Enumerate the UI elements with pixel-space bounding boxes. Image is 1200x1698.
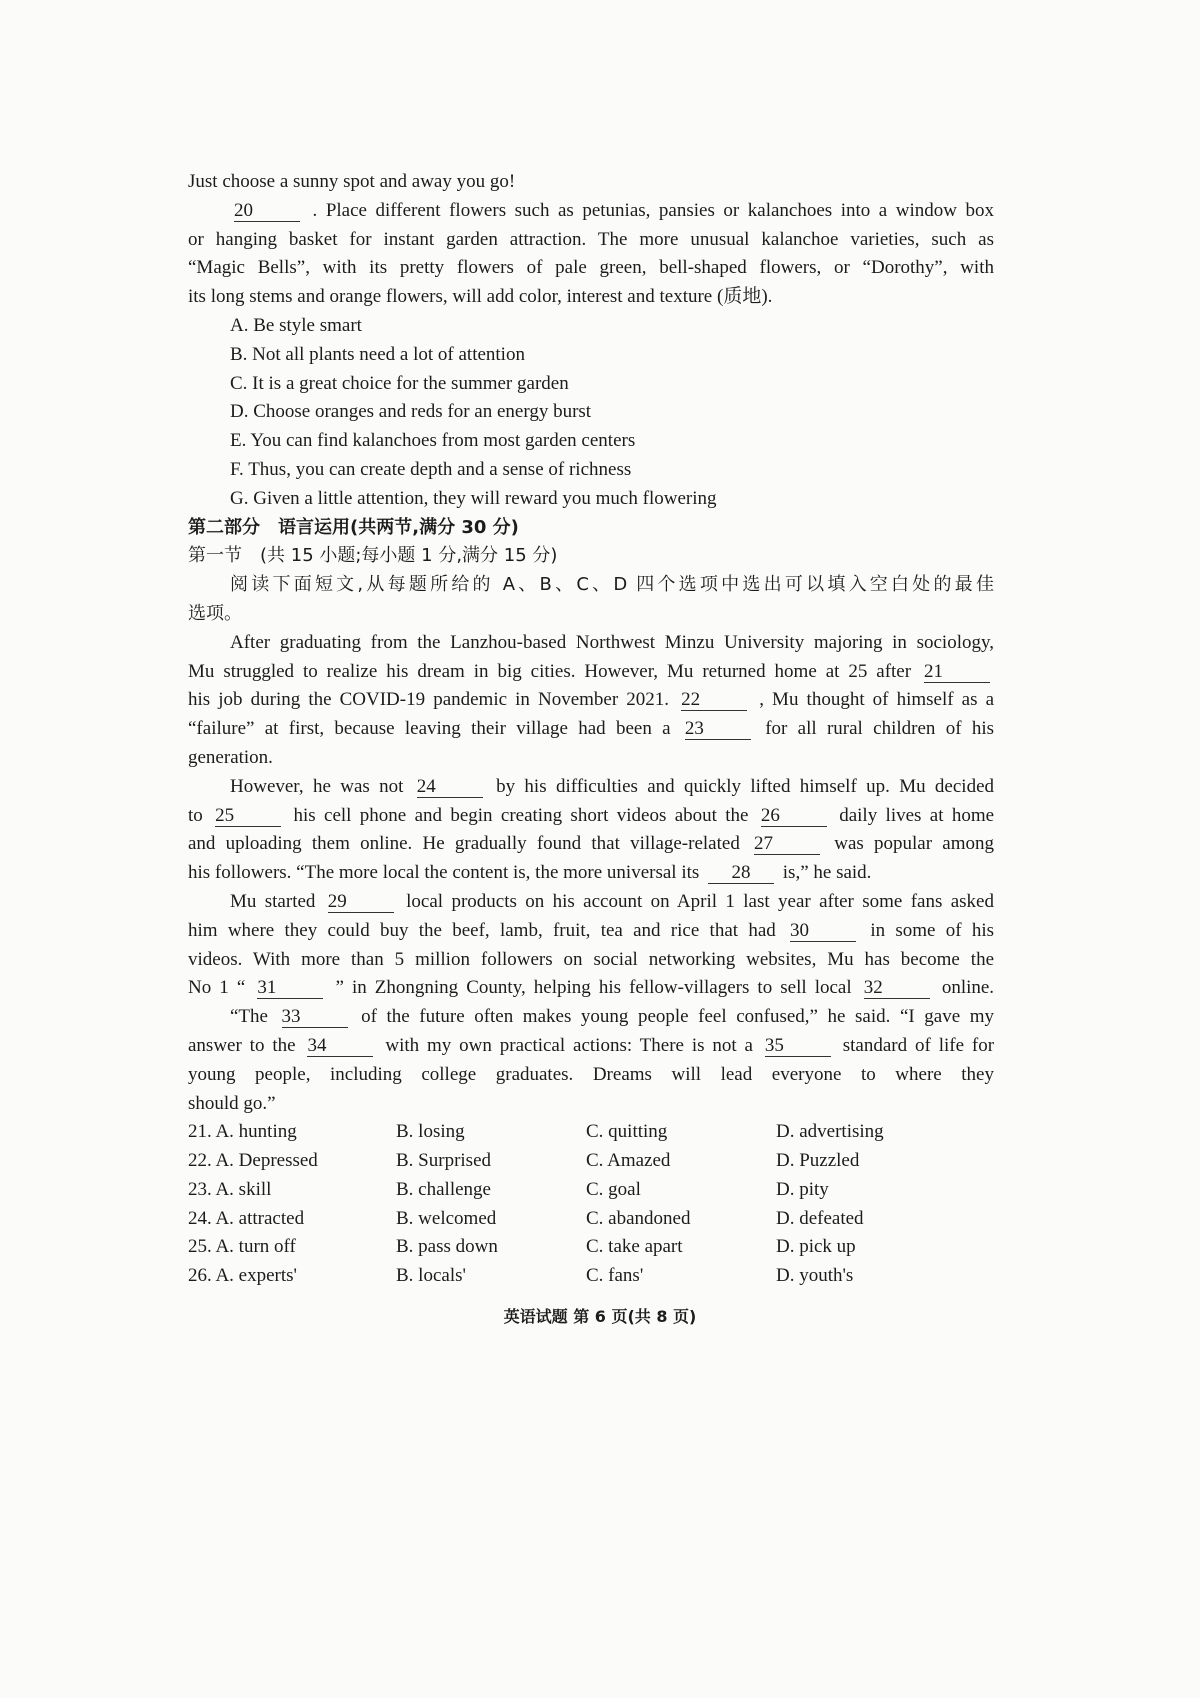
option-B: B. Not all plants need a lot of attention: [230, 343, 525, 365]
choice-C: C. fans': [586, 1265, 644, 1287]
cloze-questions: [188, 1118, 994, 1291]
text-segment: videos. With more than 5 million followers on social networking websites, Mu has become the: [188, 948, 994, 970]
blank-33: 33: [282, 1007, 348, 1028]
text-line: [188, 917, 994, 946]
blank-20: 20: [234, 201, 300, 222]
text-segment: in some of his: [870, 919, 994, 941]
text-segment: answer to the: [188, 1034, 296, 1056]
part2-heading: 第二部分 语言运用(共两节,满分 30 分): [188, 516, 519, 538]
text-segment: No 1 “: [188, 977, 246, 999]
choice-B: B. Surprised: [396, 1150, 491, 1172]
text-line: [188, 1032, 994, 1061]
text-segment: local products on his account on April 1 last year after some fans asked: [406, 890, 994, 912]
cloze-passage: [188, 629, 994, 1119]
choice-D: D. pity: [776, 1178, 829, 1200]
question-row: [188, 1262, 994, 1291]
text-line: [188, 658, 994, 687]
instruction-line-1: 阅读下面短文,从每题所给的 A、B、C、D 四个选项中选出可以填入空白处的最佳: [230, 574, 994, 596]
choice-B: B. losing: [396, 1121, 465, 1143]
option-D: D. Choose oranges and reds for an energy burst: [230, 401, 592, 423]
option-A: A. Be style smart: [230, 314, 362, 336]
choice-B: B. pass down: [396, 1236, 498, 1258]
text-segment: is,” he said.: [782, 862, 872, 884]
text-segment: of the future often makes young people feel confused,” he said. “I gave my: [361, 1006, 994, 1028]
text-segment: his followers. “The more local the content is, the more universal its: [188, 862, 700, 884]
text-line: [188, 283, 994, 312]
choice-D: D. youth's: [776, 1265, 854, 1287]
text-segment: “Magic Bells”, with its pretty flowers of pale green, bell-shaped flowers, or “Dorothy”, with: [188, 257, 994, 279]
choice-B: B. welcomed: [396, 1207, 497, 1229]
text-segment: Mu started: [230, 890, 316, 912]
section1-heading: 第一节 (共 15 小题;每小题 1 分,满分 15 分): [188, 545, 558, 567]
text-line: [188, 254, 994, 283]
text-segment: online.: [941, 977, 994, 999]
choice-B: B. locals': [396, 1265, 466, 1287]
text-line: [188, 197, 994, 226]
choice-D: D. defeated: [776, 1207, 864, 1229]
text-line: [188, 830, 994, 859]
reading-options-list: [188, 312, 994, 514]
text-segment: . Place different flowers such as petunias, pansies or kalanchoes into a window box: [312, 199, 994, 221]
blank-22: 22: [681, 690, 747, 711]
blank-29: 29: [328, 892, 394, 913]
text-segment: or hanging basket for instant garden attraction. The more unusual kalanchoe varieties, such as: [188, 228, 994, 250]
text-segment: for all rural children of his: [765, 718, 994, 740]
exam-page: [188, 168, 994, 1291]
choice-C: C. Amazed: [586, 1150, 671, 1172]
option-E: E. You can find kalanchoes from most garden centers: [230, 430, 636, 452]
text-line: [188, 686, 994, 715]
text-line: [188, 802, 994, 831]
text-segment: should go.”: [188, 1092, 276, 1114]
option-F: F. Thus, you can create depth and a sense of richness: [230, 458, 632, 480]
choice-C: C. quitting: [586, 1121, 668, 1143]
choice-D: D. Puzzled: [776, 1150, 860, 1172]
blank-25: 25: [215, 806, 281, 827]
option-G: G. Given a little attention, they will reward you much flowering: [230, 487, 717, 509]
text-segment: by his difficulties and quickly lifted himself up. Mu decided: [496, 775, 994, 797]
text-line: [188, 859, 994, 888]
text-line: [188, 946, 994, 975]
blank-34: 34: [307, 1036, 373, 1057]
question-row: [188, 1147, 994, 1176]
reading-passage-ending: [188, 168, 994, 312]
text-line: [188, 1061, 994, 1090]
text-segment: and uploading them online. He gradually found that village-related: [188, 833, 740, 855]
text-line: [188, 715, 994, 744]
text-segment: him where they could buy the beef, lamb, fruit, tea and rice that had: [188, 919, 776, 941]
text-segment: young people, including college graduates. Dreams will lead everyone to where they: [188, 1063, 994, 1085]
text-segment: with my own practical actions: There is not a: [385, 1034, 753, 1056]
text-segment: However, he was not: [230, 775, 404, 797]
blank-23: 23: [685, 719, 751, 740]
choice-C: C. abandoned: [586, 1207, 691, 1229]
text-segment: was popular among: [834, 833, 994, 855]
text-segment: its long stems and orange flowers, will add color, interest and texture (质地).: [188, 286, 773, 308]
text-line: [188, 168, 994, 197]
text-line: [188, 1003, 994, 1032]
choice-A: 26. A. experts': [188, 1265, 297, 1287]
text-line: [188, 888, 994, 917]
text-segment: Just choose a sunny spot and away you go!: [188, 171, 516, 192]
text-segment: ” in Zhongning County, helping his fellow-villagers to sell local: [335, 977, 852, 999]
text-line: [188, 744, 994, 773]
blank-26: 26: [761, 806, 827, 827]
text-segment: generation.: [188, 746, 273, 768]
question-row: [188, 1176, 994, 1205]
question-row: [188, 1233, 994, 1262]
text-segment: his job during the COVID-19 pandemic in November 2021.: [188, 689, 670, 711]
text-segment: After graduating from the Lanzhou-based Northwest Minzu University majoring in sociology,: [230, 631, 994, 653]
text-segment: daily lives at home: [839, 804, 994, 826]
text-segment: Mu struggled to realize his dream in big cities. However, Mu returned home at 25 after: [188, 660, 912, 682]
text-line: [188, 773, 994, 802]
text-segment: “failure” at first, because leaving their village had been a: [188, 718, 671, 740]
choice-C: C. take apart: [586, 1236, 683, 1258]
choice-B: B. challenge: [396, 1178, 491, 1200]
choice-D: D. advertising: [776, 1121, 884, 1143]
blank-30: 30: [790, 921, 856, 942]
blank-31: 31: [257, 978, 323, 999]
choice-A: 24. A. attracted: [188, 1207, 305, 1229]
blank-28: 28: [708, 863, 774, 884]
text-segment: to: [188, 804, 203, 826]
text-segment: , Mu thought of himself as a: [759, 689, 994, 711]
text-line: [188, 226, 994, 255]
text-line: [188, 974, 994, 1003]
blank-24: 24: [417, 777, 483, 798]
text-line: [188, 629, 994, 658]
blank-35: 35: [765, 1036, 831, 1057]
text-segment: standard of life for: [842, 1034, 994, 1056]
page-footer: 英语试题 第 6 页(共 8 页): [503, 1307, 697, 1326]
question-row: [188, 1118, 994, 1147]
blank-27: 27: [754, 834, 820, 855]
option-C: C. It is a great choice for the summer garden: [230, 372, 569, 394]
choice-A: 25. A. turn off: [188, 1236, 296, 1258]
choice-C: C. goal: [586, 1178, 641, 1200]
text-segment: his cell phone and begin creating short videos about the: [293, 804, 749, 826]
text-segment: “The: [230, 1006, 268, 1028]
blank-32: 32: [864, 978, 930, 999]
question-row: [188, 1205, 994, 1234]
instruction-line-2: 选项。: [188, 602, 242, 624]
choice-A: 22. A. Depressed: [188, 1150, 318, 1172]
choice-A: 23. A. skill: [188, 1178, 272, 1200]
blank-21: 21: [924, 662, 990, 683]
choice-A: 21. A. hunting: [188, 1121, 297, 1143]
choice-D: D. pick up: [776, 1236, 856, 1258]
text-line: [188, 1090, 994, 1119]
